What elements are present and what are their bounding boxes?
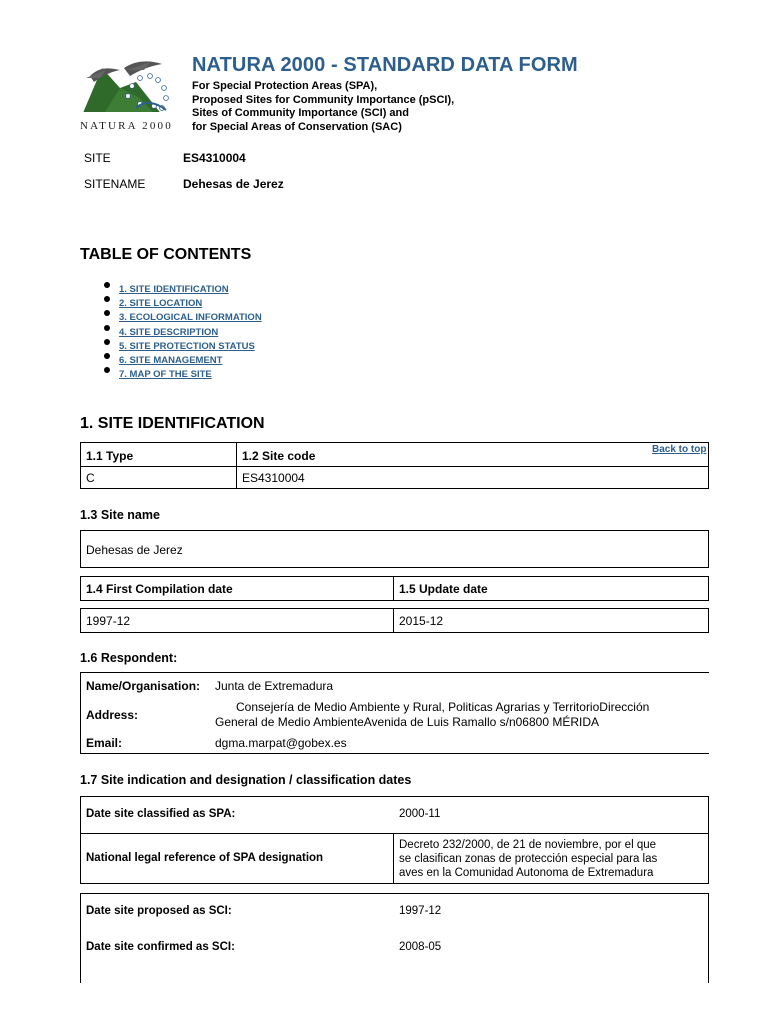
address-label: Address: [86,708,139,722]
toc-item [104,279,262,293]
logo-wordmark: NATURA 2000 [80,120,173,132]
natura-2000-logo [80,48,182,136]
sitename-label: SITENAME [84,177,146,191]
toc-link-site-protection-status[interactable]: 5. SITE PROTECTION STATUS [119,340,255,352]
toc-list [104,279,262,381]
bullet-icon [104,339,110,345]
form-subtitle: For Special Protection Areas (SPA), Proposed Sites for Community Importance (pSCI), Sites of Community Importance (SCI) and for Special Areas of Conservation (SAC) [192,80,455,133]
code-label: 1.2 Site code [242,449,316,463]
spa-legal-ref-label: National legal reference of SPA designation [86,852,324,864]
bullet-icon [104,310,110,316]
bullet-icon [104,353,110,359]
update-date-value: 2015-12 [399,614,444,628]
back-to-top-link[interactable]: Back to top [652,444,707,455]
site-name-heading: 1.3 Site name [80,508,160,522]
sci-confirmed-value: 2008-05 [399,941,442,953]
site-code-value: ES4310004 [183,151,246,165]
site-name-value: Dehesas de Jerez [86,543,183,557]
form-title: NATURA 2000 - STANDARD DATA FORM [192,54,578,76]
sci-proposed-label: Date site proposed as SCI: [86,905,232,917]
toc-link-site-identification[interactable]: 1. SITE IDENTIFICATION [119,284,229,295]
type-value: C [86,471,95,485]
bullet-icon [104,325,110,331]
email-label: Email: [86,736,123,750]
toc-link-site-description[interactable]: 4. SITE DESCRIPTION [119,326,219,338]
email-value: dgma.marpat@gobex.es [215,736,347,750]
toc-item [104,322,262,336]
org-label: Name/Organisation: [86,679,201,693]
bullet-icon [104,282,110,288]
address-line-2: General de Medio AmbienteAvenida de Luis Ramallo s/n06800 MÉRIDA [215,715,599,729]
toc-item [104,336,262,350]
toc-link-map-of-the-site[interactable]: 7. MAP OF THE SITE [119,369,212,381]
toc-link-site-management[interactable]: 6. SITE MANAGEMENT [119,354,223,366]
bullet-icon [104,296,110,302]
first-compilation-label: 1.4 First Compilation date [86,582,233,596]
spa-date-value: 2000-11 [399,808,441,820]
bird-landscape-icon [80,48,182,120]
toc-item [104,307,262,324]
toc-item [104,350,262,364]
toc-item [104,293,262,310]
section-1-title: 1. SITE IDENTIFICATION [80,415,265,432]
spa-date-label: Date site classified as SPA: [86,808,236,820]
site-label: SITE [84,151,111,165]
toc-title: TABLE OF CONTENTS [80,246,252,263]
respondent-heading: 1.6 Respondent: [80,651,178,665]
sci-confirmed-label: Date site confirmed as SCI: [86,941,235,953]
update-date-label: 1.5 Update date [399,582,488,596]
address-line-1: Consejería de Medio Ambiente y Rural, Politicas Agrarias y TerritorioDirección [236,700,650,714]
bullet-icon [104,367,110,373]
sitename-value: Dehesas de Jerez [183,177,284,191]
designation-heading: 1.7 Site indication and designation / classification dates [80,773,412,787]
spa-legal-ref-value: Decreto 232/2000, de 21 de noviembre, por el que se clasifican zonas de protección especial para las aves en la Comunidad Autonoma de Extremadura [399,839,658,879]
code-value: ES4310004 [242,471,305,485]
toc-item [104,364,262,381]
dates-value-box [80,608,709,633]
first-compilation-value: 1997-12 [86,614,131,628]
org-value: Junta de Extremadura [215,679,334,693]
type-label: 1.1 Type [86,449,134,463]
toc-link-site-location[interactable]: 2. SITE LOCATION [119,298,203,310]
sci-proposed-value: 1997-12 [399,905,442,917]
toc-link-ecological-information[interactable]: 3. ECOLOGICAL INFORMATION [119,312,262,324]
